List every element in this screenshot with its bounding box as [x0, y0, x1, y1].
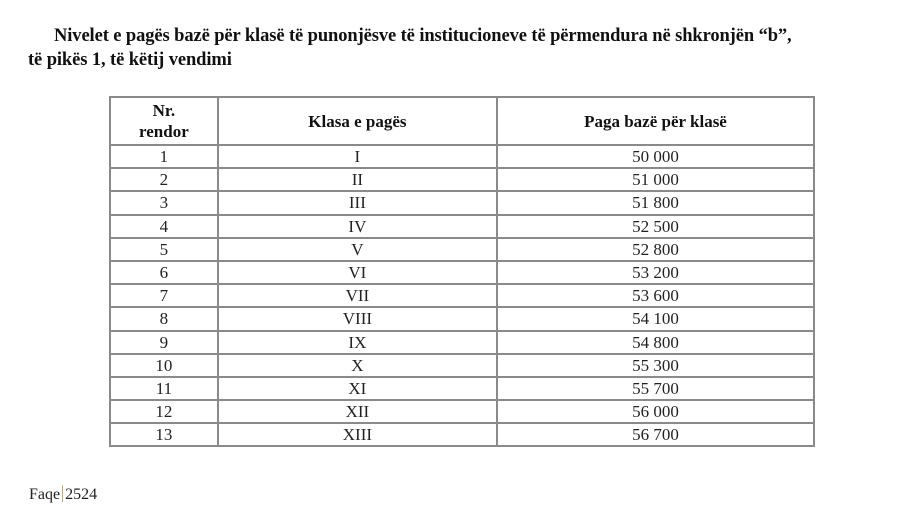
cell-class: X: [218, 354, 497, 377]
cell-salary: 51 000: [497, 168, 814, 191]
cell-class: VI: [218, 261, 497, 284]
page-footer: [29, 485, 97, 504]
cell-nr: 12: [110, 400, 218, 423]
heading-line-1: Nivelet e pagës bazë për klasë të punonjësve të institucioneve të përmendura në shkronjën “b”,: [54, 26, 792, 46]
footer-separator: [62, 485, 63, 502]
cell-nr: 4: [110, 215, 218, 238]
cell-salary: 54 800: [497, 331, 814, 354]
cell-salary: 52 500: [497, 215, 814, 238]
footer-label: Faqe: [29, 486, 61, 503]
cell-class: IX: [218, 331, 497, 354]
table-header-row: [110, 97, 814, 145]
table-row: [110, 168, 814, 191]
table-row: [110, 145, 814, 168]
cell-class: XII: [218, 400, 497, 423]
header-class: Klasa e pagës: [218, 97, 497, 145]
cell-nr: 1: [110, 145, 218, 168]
table-row: [110, 400, 814, 423]
cell-salary: 53 200: [497, 261, 814, 284]
header-salary: Paga bazë për klasë: [497, 97, 814, 145]
header-nr-line1: Nr.: [152, 101, 176, 120]
cell-class: III: [218, 191, 497, 214]
cell-salary: 54 100: [497, 307, 814, 330]
cell-nr: 5: [110, 238, 218, 261]
cell-class: II: [218, 168, 497, 191]
table-row: [110, 284, 814, 307]
cell-nr: 11: [110, 377, 218, 400]
table-row: [110, 307, 814, 330]
header-nr-rendor: [110, 97, 218, 145]
cell-nr: 10: [110, 354, 218, 377]
cell-salary: 55 300: [497, 354, 814, 377]
table-row: [110, 377, 814, 400]
cell-salary: 53 600: [497, 284, 814, 307]
cell-salary: 50 000: [497, 145, 814, 168]
cell-nr: 2: [110, 168, 218, 191]
cell-class: XI: [218, 377, 497, 400]
table-row: [110, 191, 814, 214]
cell-class: I: [218, 145, 497, 168]
cell-nr: 6: [110, 261, 218, 284]
cell-salary: 56 700: [497, 423, 814, 446]
table-row: [110, 238, 814, 261]
cell-salary: 51 800: [497, 191, 814, 214]
table-row: [110, 423, 814, 446]
cell-nr: 3: [110, 191, 218, 214]
cell-class: IV: [218, 215, 497, 238]
cell-salary: 55 700: [497, 377, 814, 400]
cell-salary: 52 800: [497, 238, 814, 261]
document-heading: [28, 24, 900, 72]
heading-line-2: të pikës 1, të këtij vendimi: [28, 50, 232, 70]
cell-nr: 13: [110, 423, 218, 446]
table-row: [110, 331, 814, 354]
header-nr-line2: rendor: [139, 122, 189, 141]
cell-nr: 7: [110, 284, 218, 307]
cell-nr: 8: [110, 307, 218, 330]
table-row: [110, 215, 814, 238]
cell-salary: 56 000: [497, 400, 814, 423]
cell-class: VII: [218, 284, 497, 307]
cell-class: V: [218, 238, 497, 261]
cell-class: XIII: [218, 423, 497, 446]
cell-nr: 9: [110, 331, 218, 354]
cell-class: VIII: [218, 307, 497, 330]
table-row: [110, 261, 814, 284]
salary-levels-table: [109, 96, 815, 447]
page-number: 2524: [65, 486, 98, 503]
table-row: [110, 354, 814, 377]
